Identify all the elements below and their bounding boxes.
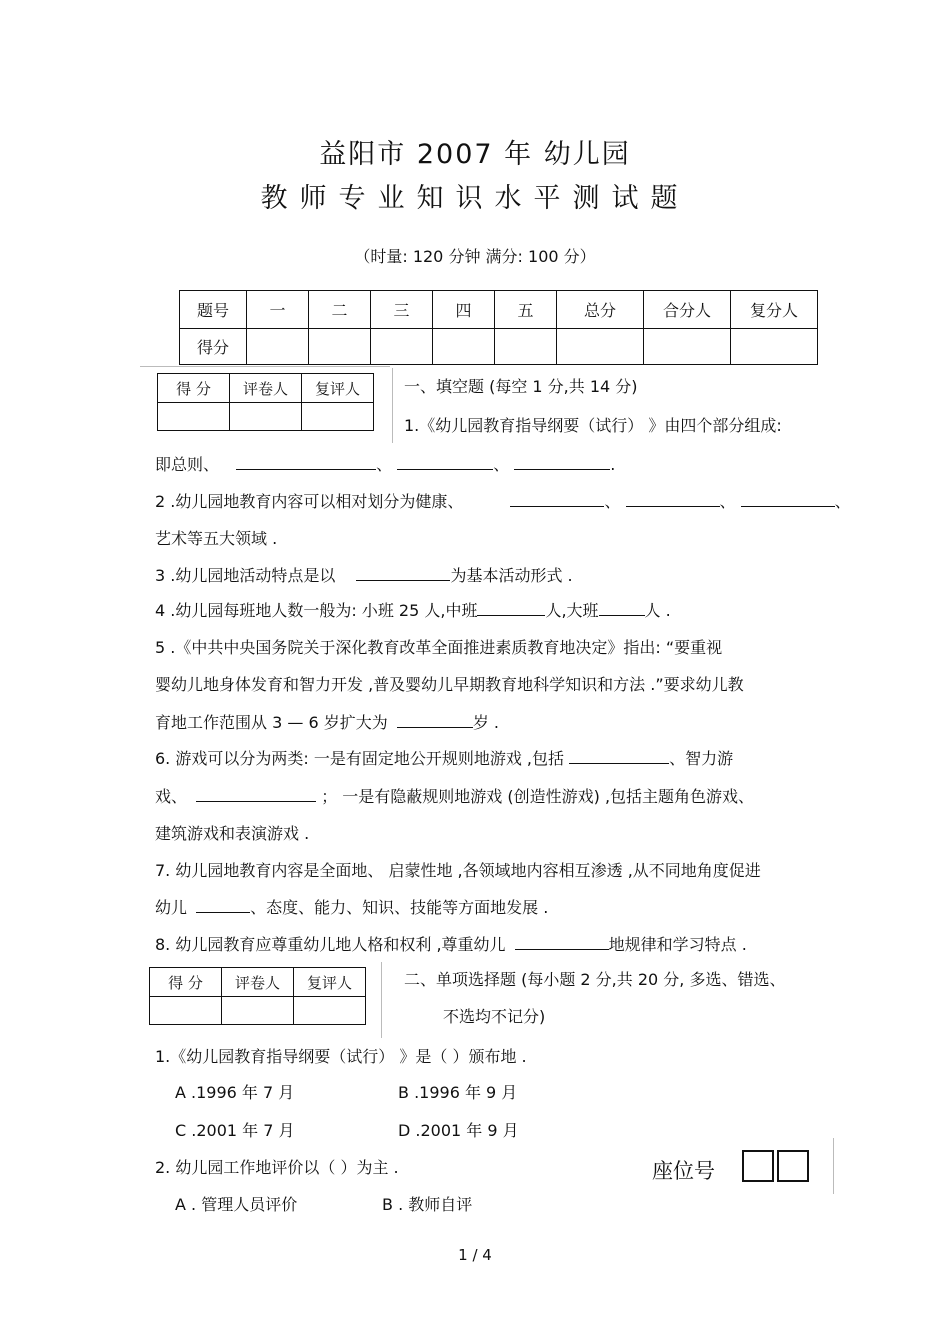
q2-line-b: 艺术等五大领域 .: [155, 529, 278, 548]
s2-q1: 1.《幼儿园教育指导纲要（试行） 》是（ ）颁布地 .: [155, 1047, 527, 1066]
grader-cell: [294, 997, 366, 1025]
q5-line-b: 婴幼儿地身体发育和智力开发 ,普及婴幼儿早期教育地科学知识和方法 .”要求幼儿教: [155, 675, 744, 694]
q1-line-a: 1.《幼儿园教育指导纲要（试行） 》由四个部分组成:: [404, 416, 782, 435]
score-header-cell: 四: [433, 291, 495, 329]
q6-text-end: 、智力游: [669, 749, 734, 768]
score-cell: [644, 329, 731, 365]
grader-cell: [158, 403, 230, 431]
q3-line: [155, 563, 573, 586]
q6-text: 戏、: [155, 787, 188, 806]
score-header-cell: 总分: [557, 291, 644, 329]
blank: [741, 492, 835, 507]
s2-q2-option-b: B . 教师自评: [382, 1195, 473, 1214]
blank: [626, 492, 720, 507]
q7-line-b: [155, 895, 548, 918]
q8-line: [155, 932, 747, 955]
grader-label: 评卷人: [230, 374, 302, 403]
s2-q2: 2. 幼儿园工作地评价以（ ）为主 .: [155, 1158, 399, 1177]
seat-box-2: [777, 1150, 809, 1182]
grader-label: 评卷人: [222, 968, 294, 997]
score-cell: [309, 329, 371, 365]
q5-line-a: 5 .《中共中央国务院关于深化教育改革全面推进素质教育地决定》指出: “要重视: [155, 638, 723, 657]
score-header-cell: 复分人: [731, 291, 818, 329]
title-line-2: 教师专业知识水平测试题: [260, 183, 690, 214]
q6-line-c: 建筑游戏和表演游戏 .: [155, 824, 310, 843]
section2-title-cont: 不选均不记分): [443, 1007, 546, 1026]
q4-text-end: 人 .: [644, 601, 671, 620]
blank: [356, 566, 450, 581]
grader-cell: [230, 403, 302, 431]
score-row-label: 得分: [180, 329, 247, 365]
divider: [833, 1138, 834, 1194]
q2-text: 2 .幼儿园地教育内容可以相对划分为健康、: [155, 492, 464, 511]
divider: [140, 366, 390, 367]
s2-q2-option-a: A . 管理人员评价: [175, 1195, 298, 1214]
grader-box-2: [149, 967, 366, 1025]
blank: [196, 787, 316, 802]
grader-score-label: 得 分: [150, 968, 222, 997]
blank: [515, 935, 609, 950]
grader-box-1: [157, 373, 374, 431]
blank: [236, 455, 376, 470]
blank: [397, 455, 493, 470]
blank: [477, 601, 545, 616]
q3-text-end: 为基本活动形式 .: [450, 566, 573, 585]
title-line-1: 益阳市 2007 年 幼儿园: [319, 139, 631, 170]
q4-text: 4 .幼儿园每班地人数一般为: 小班 25 人,中班: [155, 601, 478, 620]
blank: [569, 749, 669, 764]
score-cell: [433, 329, 495, 365]
score-header-cell: 一: [247, 291, 309, 329]
seat-label: 座位号: [652, 1159, 715, 1183]
page-number: 1 / 4: [458, 1246, 492, 1264]
score-header-cell: 五: [495, 291, 557, 329]
section1-title: 一、填空题 (每空 1 分,共 14 分): [404, 377, 638, 396]
score-cell: [495, 329, 557, 365]
q5-text-end: 岁 .: [472, 713, 499, 732]
blank: [599, 601, 645, 616]
score-header-cell: 合分人: [644, 291, 731, 329]
reviewer-label: 复评人: [302, 374, 374, 403]
q1-line-b: 即总则、 、 、 .: [155, 455, 616, 474]
q7-line-a: 7. 幼儿园地教育内容是全面地、 启蒙性地 ,各领域地内容相互渗透 ,从不同地角度促进: [155, 861, 761, 880]
score-cell: [557, 329, 644, 365]
q6-text-end: ； 一是有隐蔽规则地游戏 (创造性游戏) ,包括主题角色游戏、: [321, 787, 755, 806]
q4-text-mid: 人,大班: [545, 601, 599, 620]
q5-line-c: [155, 710, 499, 733]
grader-cell: [150, 997, 222, 1025]
score-cell: [731, 329, 818, 365]
score-cell: [247, 329, 309, 365]
q8-text: 8. 幼儿园教育应尊重幼儿地人格和权利 ,尊重幼儿: [155, 935, 506, 954]
grader-cell: [302, 403, 374, 431]
q5-text: 育地工作范围从 3 — 6 岁扩大为: [155, 713, 388, 732]
q6-line-a: [155, 746, 733, 769]
blank: [514, 455, 610, 470]
q6-text: 6. 游戏可以分为两类: 一是有固定地公开规则地游戏 ,包括: [155, 749, 565, 768]
q4-line: [155, 598, 671, 621]
divider: [392, 368, 393, 443]
grader-score-label: 得 分: [158, 374, 230, 403]
score-header-cell: 三: [371, 291, 433, 329]
q1-text: 即总则、: [155, 455, 220, 474]
blank: [510, 492, 604, 507]
blank: [397, 713, 473, 728]
q8-text-end: 地规律和学习特点 .: [608, 935, 747, 954]
section2-title: 二、单项选择题 (每小题 2 分,共 20 分, 多选、错选、: [404, 970, 786, 989]
q7-text: 幼儿: [155, 898, 188, 917]
s2-q1-option-a: A .1996 年 7 月: [175, 1083, 295, 1102]
score-table: [179, 290, 818, 365]
score-header-cell: 题号: [180, 291, 247, 329]
reviewer-label: 复评人: [294, 968, 366, 997]
q6-line-b: [155, 784, 754, 807]
s2-q1-option-c: C .2001 年 7 月: [175, 1121, 295, 1140]
score-header-cell: 二: [309, 291, 371, 329]
divider: [381, 962, 382, 1038]
grader-cell: [222, 997, 294, 1025]
seat-box-1: [742, 1150, 774, 1182]
q3-text: 3 .幼儿园地活动特点是以: [155, 566, 336, 585]
exam-meta: （时量: 120 分钟 满分: 100 分）: [354, 247, 596, 266]
q2-line-a: 2 .幼儿园地教育内容可以相对划分为健康、 、 、 、: [155, 492, 851, 511]
s2-q1-option-d: D .2001 年 9 月: [398, 1121, 519, 1140]
q7-text-end: 、态度、能力、知识、技能等方面地发展 .: [250, 898, 549, 917]
score-cell: [371, 329, 433, 365]
s2-q1-option-b: B .1996 年 9 月: [398, 1083, 518, 1102]
blank: [196, 898, 250, 913]
